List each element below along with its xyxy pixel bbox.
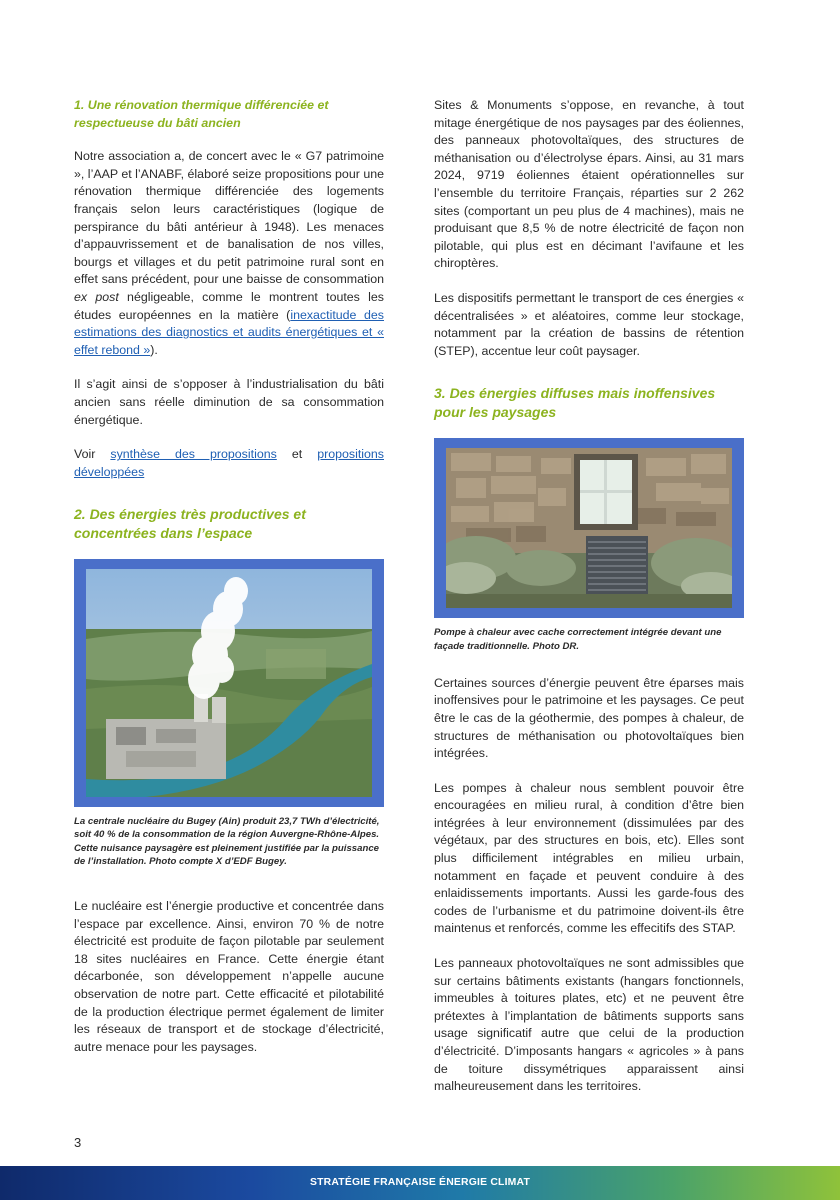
link-propositions-developpees[interactable]: propositions développées: [74, 447, 384, 479]
footer-title: STRATÉGIE FRANÇAISE ÉNERGIE CLIMAT: [309, 1177, 530, 1189]
link-inexactitude-estimations[interactable]: inexactitude des estimations des diagnostics et audits énergétiques et « effet rebond »: [74, 307, 384, 357]
footer-bar: [0, 1166, 840, 1200]
section3-paragraph-1: Certaines sources d’énergie peuvent être éparses mais inoffensives pour le patrimoine et les paysages. Ce peut être le cas de la géothermie, des pompes à chaleur, de structures de méthanisation ou photovoltaïques bien intégrées.: [434, 675, 744, 761]
link-synthese-propositions[interactable]: synthèse des propositions: [110, 447, 277, 462]
heat-pump-caption: Pompe à chaleur avec cache correctement intégrée devant une façade traditionnelle. Photo DR.: [434, 627, 722, 652]
section1-paragraph-3: Voir synthèse des propositions et propositions développées: [74, 447, 384, 479]
left-column: [74, 97, 384, 1073]
right-column: [434, 97, 744, 1113]
section1-paragraph-2: Il s’agit ainsi de s’opposer à l’industrialisation du bâti ancien sans réelle diminution de sa consommation énergétique.: [74, 377, 384, 427]
heat-pump-photo: [446, 448, 732, 608]
page-number: 3: [74, 1135, 82, 1150]
section2-paragraph-1: Le nucléaire est l’énergie productive et concentrée dans l’espace par excellence. Ainsi, environ 70 % de notre électricité est produite de façon pilotable par seulement 18 sites nucléaires en France. Cette énergie étant décarbonée, son développement n’appelle aucune observation de notre part. Cette efficacité et pilotabilité de la production électrique permet également de limiter les réseaux de transport et de stockage d’électricité, autre menace pour les paysages.: [74, 899, 384, 1054]
nuclear-plant-caption: La centrale nucléaire du Bugey (Ain) produit 23,7 TWh d’électricité, soit 40 % de la consommation de la région Auvergne-Rhône-Alpes. Cette nuisance paysagère est pleinement justifiée par la puissance de l’installation. Photo compte X d’EDF Bugey.: [74, 816, 380, 867]
section1-paragraph-1: Notre association a, de concert avec le « G7 patrimoine », l’AAP et l’ANABF, élaboré seize propositions pour une rénovation thermique différenciée des logements français selon leurs caractéristiques (logique de perspirance du bâti antérieur à 1948). Les menaces d’appauvrissement et de banalisation de nos villes, bourgs et villages et du petit patrimoine rural sont en effet sans précédent, pour une baisse de consommation ex post négligeable, comme le montrent toutes les études européennes en la matière (inexactitude des estimations des diagnostics et audits énergétiques et « effet rebond »).: [74, 149, 384, 357]
section2-heading: 2. Des énergies très productives et concentrées dans l’espace: [74, 506, 306, 542]
section3-paragraph-3: Les panneaux photovoltaïques ne sont admissibles que sur certains bâtiments existants (hangars fonctionnels, immeubles à toitures plates, etc) et ne peuvent être prétextes à l’implantation de bâtiments supports sans usage significatif autre que celui de la production d’électricité. D’imposants hangars « agricoles » à pans de toiture dissymétriques apparaissent ainsi malheureusement dans les territoires.: [434, 956, 744, 1094]
nuclear-plant-photo: [86, 569, 372, 797]
section3-heading: 3. Des énergies diffuses mais inoffensives pour les paysages: [434, 385, 716, 421]
heat-pump-photo-frame: [434, 438, 744, 618]
section1-heading: 1. Une rénovation thermique différenciée et respectueuse du bâti ancien: [74, 98, 329, 130]
right-paragraph-2: Les dispositifs permettant le transport de ces énergies « décentralisées » et aléatoires, comme leur stockage, notamment par la création de bassins de rétention (STEP), accentue leur coût paysager.: [434, 290, 744, 358]
nuclear-plant-image: [86, 569, 372, 797]
section3-paragraph-2: Les pompes à chaleur nous semblent pouvoir être encouragées en milieu rural, à condition d’être bien intégrées à leur environnement (dissimulées par des végétaux, par des structures en bois, etc). Elles sont plus difficilement intégrables en milieu urbain, notamment en façade et peuvent conduire à des enlaidissements importants. Aussi les garde-fous des codes de l’urbanisme et du patrimoine doivent-ils être maintenus et renforcés, comme les effecitifs des STAP.: [434, 780, 744, 936]
nuclear-plant-photo-frame: [74, 559, 384, 807]
right-paragraph-1: Sites & Monuments s’oppose, en revanche, à tout mitage énergétique de nos paysages par des éoliennes, des panneaux photovoltaïques, des structures de méthanisation ou d’électrolyse épars. Ainsi, au 31 mars 2024, 9719 éoliennes étaient opérationnelles sur l’ensemble du territoire Français, réparties sur 2 262 sites (comportant un peu plus de 4 machines), mais ne produisant que 8,5 % de notre électricité de façon non pilotable, qui plus est en décimant l’avifaune et les chiroptères.: [434, 98, 744, 271]
heat-pump-image: [446, 448, 732, 608]
